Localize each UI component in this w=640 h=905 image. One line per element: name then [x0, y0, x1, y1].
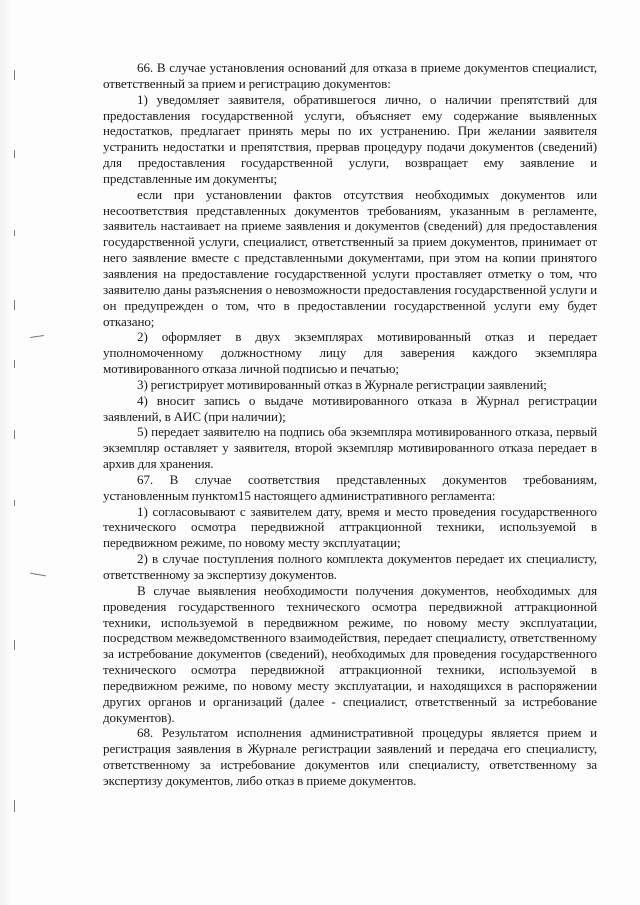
scan-artifact-mark	[14, 230, 15, 236]
paragraph-66: 66. В случае установления оснований для отказа в приеме документов специалист, ответственный за прием и регистрацию документов:	[103, 60, 597, 91]
scan-artifact-mark	[14, 430, 15, 439]
scan-artifact-mark	[30, 335, 44, 338]
scan-artifact-mark	[14, 640, 15, 650]
scan-artifact-mark	[14, 150, 15, 158]
paragraph-67-item-1: 1) согласовывают с заявителем дату, время и место проведения государственного технического осмотра передвижной аттракционной техники, используемой в передвижном режиме, по новому месту эксплуатации;	[103, 503, 597, 551]
paragraph-66-item-1-continued: если при установлении фактов отсутствия необходимых документов или несоответствия представленных документов требованиям, указанным в регламенте, заявитель настаивает на приеме заявления и документов (сведений) для предоставления государственной услуги, специалист, ответственный за прием документов, принимает от него заявление вместе с представленными документами, при этом на копии принятого заявления на предоставление государственной услуги проставляет отметку о том, что заявителю даны разъяснения о невозможности предоставления государственной услуги и он предупрежден о том, что в предоставлении государственной услуги ему будет отказано;	[103, 186, 597, 329]
scan-artifact-mark	[14, 70, 15, 80]
paragraph-66-item-4: 4) вносит запись о выдаче мотивированного отказа в Журнал регистрации заявлений, в АИС (при наличии);	[103, 392, 597, 424]
paragraph-66-item-2: 2) оформляет в двух экземплярах мотивированный отказ и передает уполномоченному должностному лицу для заверения каждого экземпляра мотивированного отказа личной подписью и печатью;	[103, 329, 597, 377]
paragraph-66-item-5: 5) передает заявителю на подпись оба экземпляра мотивированного отказа, первый экземпляр оставляет у заявителя, второй экземпляр мотивированного отказа передает в архив для хранения.	[103, 424, 597, 472]
paragraph-68: 68. Результатом исполнения административной процедуры является прием и регистрация заявления в Журнале регистрации заявлений и передача его специалисту, ответственному за истребование документов или специалисту, ответственному за экспертизу документов, либо отказ в приеме документов.	[103, 725, 597, 788]
scan-artifact-mark	[14, 360, 15, 368]
scan-artifact-mark	[14, 500, 15, 506]
scan-artifact-mark	[14, 300, 15, 310]
paragraph-67-item-2: 2) в случае поступления полного комплекта документов передает их специалисту, ответственному за экспертизу документов.	[103, 551, 597, 582]
scan-artifact-mark	[30, 573, 46, 577]
paragraph-66-item-3: 3) регистрирует мотивированный отказ в Журнале регистрации заявлений;	[137, 376, 547, 392]
scan-left-edge	[0, 0, 12, 905]
paragraph-66-item-1: 1) уведомляет заявителя, обратившегося лично, о наличии препятствий для предоставления государственной услуги, объясняет ему содержание выявленных недостатков, предлагает принять меры по их устранению. При желании заявителя устранить недостатки и препятствия, прервав процедуру подачи документов (сведений) для предоставления государственной услуги, возвращает ему заявление и представленные им документы;	[103, 91, 597, 186]
document-body	[103, 60, 597, 789]
paragraph-67: 67. В случае соответствия представленных документов требованиям, установленным пунктом15 настоящего административного регламента:	[103, 471, 597, 503]
paragraph-67-interagency: В случае выявления необходимости получения документов, необходимых для проведения государственного технического осмотра передвижной аттракционной техники, используемой в передвижном режиме, по новому месту эксплуатации, посредством межведомственного взаимодействия, передает специалисту, ответственному за истребование документов (сведений), необходимых для проведения государственного технического осмотра передвижной аттракционной техники, используемой в передвижном режиме, по новому месту эксплуатации, и находящихся в распоряжении других органов и организаций (далее - специалист, ответственный за истребование документов).	[103, 582, 597, 725]
scan-artifact-mark	[14, 800, 15, 812]
